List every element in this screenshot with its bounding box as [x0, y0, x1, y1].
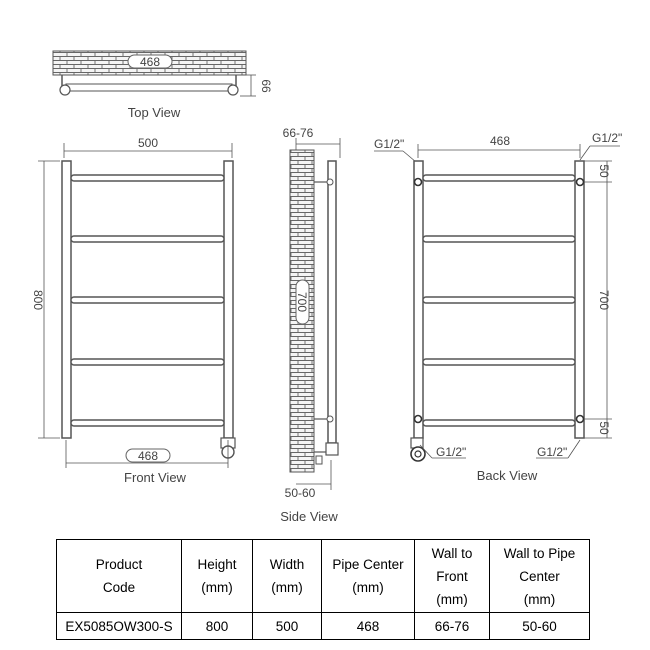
spec-table-header-row [57, 540, 590, 613]
cell-pipe-center: 468 [322, 613, 415, 640]
top-view-right-valve [228, 85, 238, 95]
back-view-thread-top-left: G1/2" [374, 137, 405, 151]
side-view-rail [328, 161, 336, 443]
back-view-bar [423, 175, 575, 181]
front-view-left-upright [62, 161, 71, 438]
back-view-fixing-point [577, 179, 584, 186]
top-view-depth-label: 66 [259, 79, 273, 93]
side-view-center-height-label: 700 [295, 291, 309, 313]
front-view-bar [71, 359, 224, 365]
front-view-pipe-center-label: 468 [137, 449, 159, 463]
top-view-title: Top View [127, 105, 181, 120]
cell-wall-to-front: 66-76 [415, 613, 490, 640]
back-view-fixing-point [577, 416, 584, 423]
header-wall-to-pipe-center: Wall to Pipe Center (mm) [490, 540, 590, 613]
cell-height: 800 [182, 613, 253, 640]
front-view [31, 136, 235, 485]
back-view-center-height-label: 700 [597, 289, 611, 311]
back-view [374, 131, 622, 483]
header-pipe-center: Pipe Center (mm) [322, 540, 415, 613]
back-view-fixing-point [415, 179, 422, 186]
back-view-bar [423, 420, 575, 426]
back-view-pipe-center-label: 468 [489, 134, 511, 148]
top-view [53, 51, 273, 120]
back-view-left-upright [414, 161, 423, 438]
back-view-top-offset-label: 50 [597, 164, 611, 178]
spec-table-row [57, 613, 590, 640]
cell-product-code: EX5085OW300-S [57, 613, 182, 640]
front-view-bar [71, 236, 224, 242]
back-view-bar [423, 236, 575, 242]
back-view-thread-top-right: G1/2" [592, 131, 623, 145]
side-view-wall-to-front-label: 66-76 [282, 126, 314, 140]
back-view-title: Back View [476, 468, 538, 483]
back-view-thread-bottom-left: G1/2" [436, 445, 467, 459]
front-view-width-label: 500 [137, 136, 159, 150]
back-view-bar [423, 359, 575, 365]
top-view-rail [66, 84, 232, 91]
side-view-title: Side View [280, 509, 338, 524]
front-view-bar [71, 175, 224, 181]
spec-table [56, 539, 590, 640]
side-view [280, 126, 340, 524]
front-view-right-upright [224, 161, 233, 438]
cell-wall-to-pipe-center: 50-60 [490, 613, 590, 640]
front-view-height-label: 800 [31, 289, 45, 311]
side-view-valve [326, 443, 338, 455]
header-wall-to-front: Wall to Front (mm) [415, 540, 490, 613]
header-product-code: Product Code [57, 540, 182, 613]
front-view-bar [71, 420, 224, 426]
back-view-bottom-offset-label: 50 [597, 421, 611, 435]
header-width: Width (mm) [253, 540, 322, 613]
header-height: Height (mm) [182, 540, 253, 613]
back-view-bar [423, 297, 575, 303]
top-view-left-valve [60, 85, 70, 95]
top-view-pipe-center-label: 468 [139, 55, 161, 69]
back-view-fixing-point [415, 416, 422, 423]
front-view-title: Front View [124, 470, 186, 485]
back-view-thread-bottom-right: G1/2" [537, 445, 568, 459]
front-view-bar [71, 297, 224, 303]
back-view-right-upright [575, 161, 584, 438]
cell-width: 500 [253, 613, 322, 640]
side-view-wall-to-pipe-label: 50-60 [284, 486, 316, 500]
